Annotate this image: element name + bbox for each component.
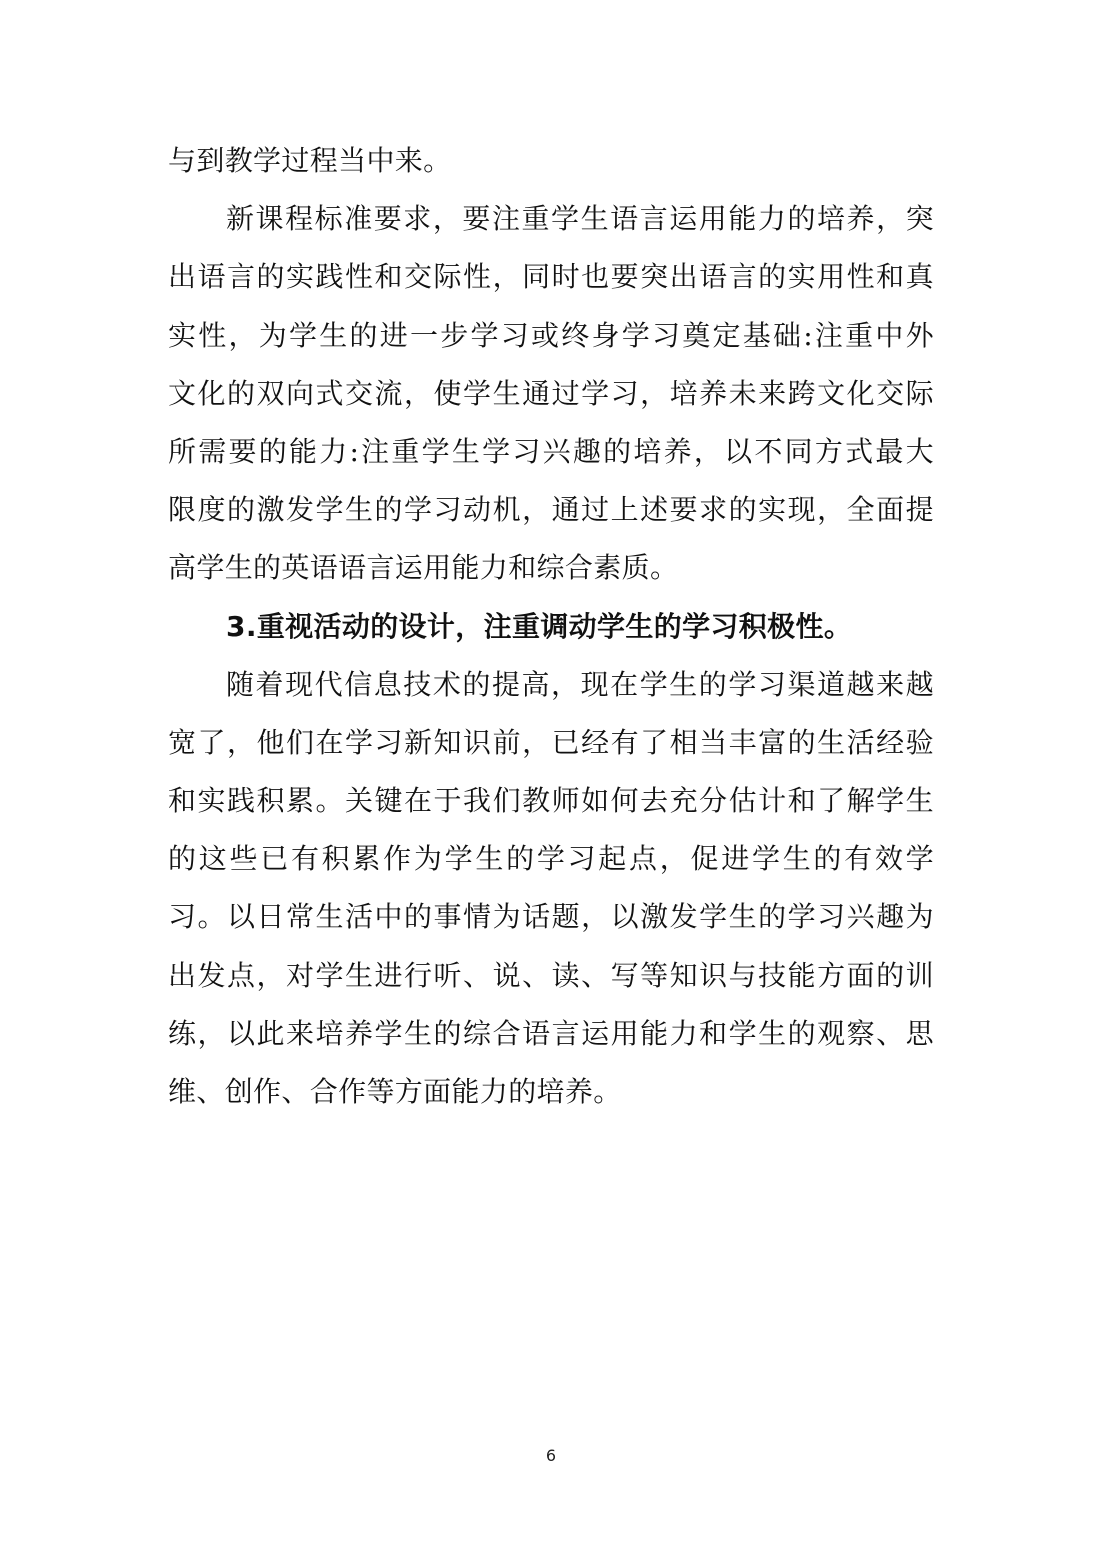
text-line: 练，以此来培养学生的综合语言运用能力和学生的观察、思 xyxy=(168,1016,934,1050)
text-line: 所需要的能力:注重学生学习兴趣的培养，以不同方式最大 xyxy=(168,434,934,468)
text-line: 实性，为学生的进一步学习或终身学习奠定基础:注重中外 xyxy=(168,318,934,352)
text-line: 随着现代信息技术的提高，现在学生的学习渠道越来越 xyxy=(226,667,934,701)
text-line: 出语言的实践性和交际性，同时也要突出语言的实用性和真 xyxy=(168,260,934,294)
page-number: 6 xyxy=(545,1446,557,1465)
text-line: 宽了，他们在学习新知识前，已经有了相当丰富的生活经验 xyxy=(168,725,934,759)
text-line: 维、创作、合作等方面能力的培养。 xyxy=(168,1075,622,1108)
document-body xyxy=(168,132,934,1121)
text-line: 高学生的英语语言运用能力和综合素质。 xyxy=(168,551,679,585)
text-line: 限度的激发学生的学习动机，通过上述要求的实现，全面提 xyxy=(168,493,934,527)
text-line: 文化的双向式交流，使学生通过学习，培养未来跨文化交际 xyxy=(168,376,934,410)
text-line: 与到教学过程当中来。 xyxy=(168,144,452,177)
section-heading: 3.重视活动的设计，注重调动学生的学习积极性。 xyxy=(226,609,853,643)
text-line: 新课程标准要求，要注重学生语言运用能力的培养，突 xyxy=(226,202,934,236)
text-line: 出发点，对学生进行听、说、读、写等知识与技能方面的训 xyxy=(168,958,934,992)
text-line: 习。以日常生活中的事情为话题，以激发学生的学习兴趣为 xyxy=(168,900,934,934)
text-line: 和实践积累。关键在于我们教师如何去充分估计和了解学生 xyxy=(168,784,934,818)
text-line: 的这些已有积累作为学生的学习起点，促进学生的有效学 xyxy=(168,842,934,876)
